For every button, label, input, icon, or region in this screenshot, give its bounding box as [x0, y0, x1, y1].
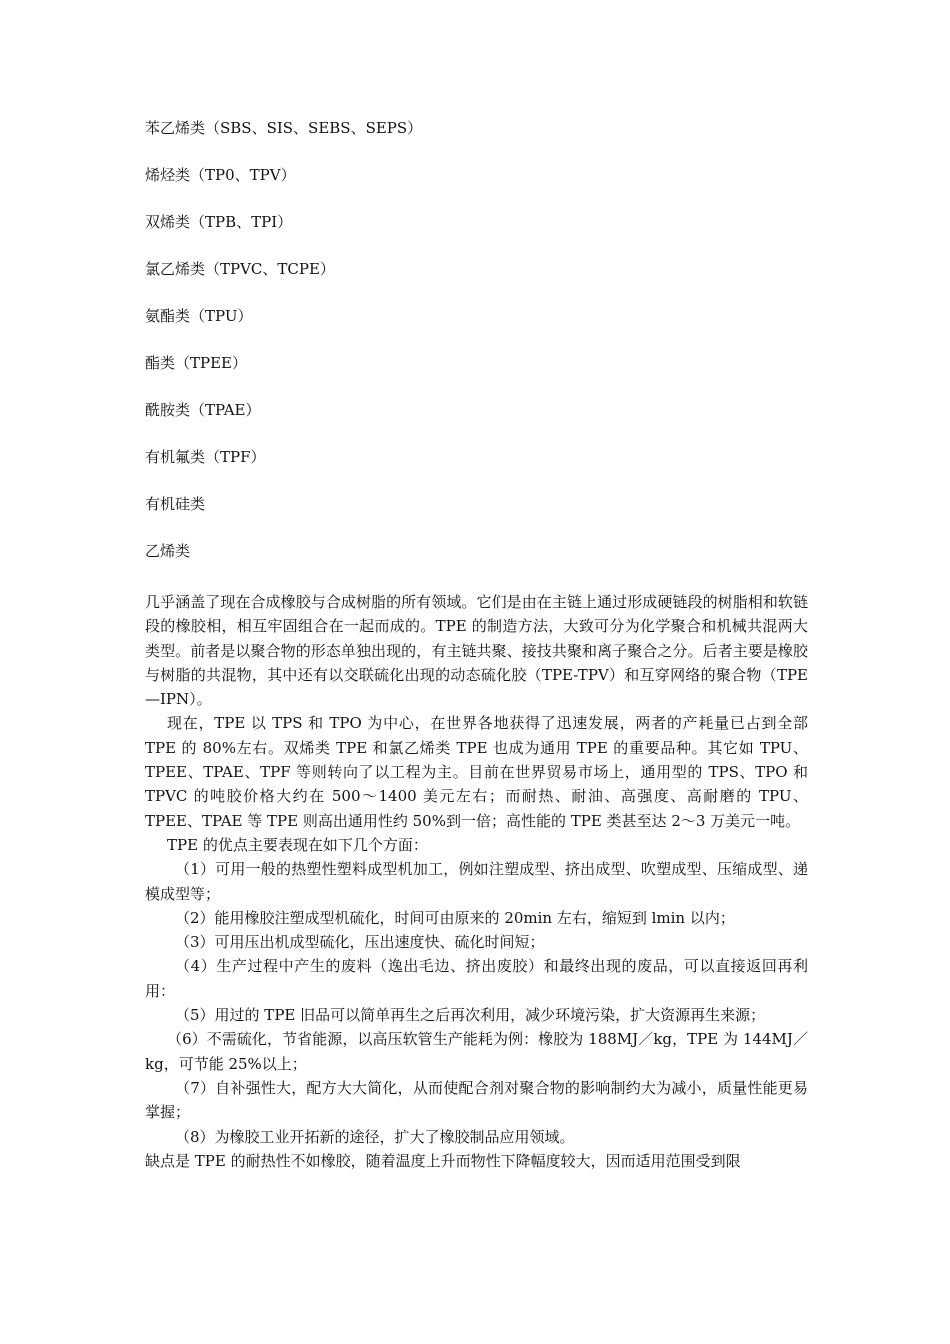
advantage-item-1: （1）可用一般的热塑性塑料成型机加工，例如注塑成型、挤出成型、吹塑成型、压缩成型、递模成型等；: [145, 860, 808, 903]
category-olefinic: 烯烃类（TP0、TPV）: [145, 166, 296, 184]
body-text: [145, 590, 808, 1173]
category-urethane: 氨酯类（TPU）: [145, 307, 253, 325]
advantage-item-7: （7）自补强性大，配方大大简化，从而使配合剂对聚合物的影响制约大为减小，质量性能更易掌握；: [145, 1078, 808, 1122]
advantage-item-5: （5）用过的 TPE 旧品可以简单再生之后再次利用，减少环境污染，扩大资源再生来源；: [175, 1006, 766, 1025]
paragraph-disadvantages: 缺点是 TPE 的耐热性不如橡胶，随着温度上升而物性下降幅度较大，因而适用范围受到限: [145, 1151, 741, 1170]
advantage-item-6: （6）不需硫化，节省能源，以高压软管生产能耗为例：橡胶为 188MJ／kg，TPE 为 144MJ／kg，可节能 25%以上；: [145, 1030, 808, 1073]
advantage-item-3: （3）可用压出机成型硫化，压出速度快、硫化时间短；: [175, 933, 545, 952]
paragraph-advantages-intro: TPE 的优点主要表现在如下几个方面：: [167, 835, 428, 854]
category-list: [145, 116, 815, 586]
category-diene: 双烯类（TPB、TPI）: [145, 213, 293, 231]
category-ethylene: 乙烯类: [145, 542, 191, 560]
advantage-item-8: （8）为橡胶工业开拓新的途径，扩大了橡胶制品应用领域。: [175, 1127, 575, 1146]
advantage-item-4: （4）生产过程中产生的废料（逸出毛边、挤出废胶）和最终出现的废品，可以直接返回再利用：: [145, 957, 808, 1000]
category-amide: 酰胺类（TPAE）: [145, 401, 261, 419]
category-styrenic: 苯乙烯类（SBS、SIS、SEBS、SEPS）: [145, 119, 423, 137]
category-silicone: 有机硅类: [145, 495, 206, 513]
paragraph-market: 现在，TPE 以 TPS 和 TPO 为中心，在世界各地获得了迅速发展，两者的产耗量已占到全部 TPE 的 80%左右。双烯类 TPE 和氯乙烯类 TPE 也成为通用 TPE 的重要品种。其它如 TPU、TPEE、TPAE、TPF 等则转向了以工程为主。目前在世界贸易市场上，通用型的 TPS、TPO 和 TPVC 的吨胶价格大约在 500～1400 美元左右；而耐热、耐油、高强度、高耐磨的 TPU、TPEE、TPAE 等 TPE 则高出通用性约 50%到一倍；高性能的 TPE 类甚至达 2～3 万美元一吨。: [145, 714, 808, 830]
category-fluoro: 有机氟类（TPF）: [145, 448, 266, 466]
category-vinyl-chloride: 氯乙烯类（TPVC、TCPE）: [145, 260, 335, 278]
paragraph-coverage: 几乎涵盖了现在合成橡胶与合成树脂的所有领域。它们是由在主链上通过形成硬链段的树脂相和软链段的橡胶相，相互牢固组合在一起而成的。TPE 的制造方法，大致可分为化学聚合和机械共混两大类型。前者是以聚合物的形态单独出现的，有主链共聚、接技共聚和离子聚合之分。后者主要是橡胶与树脂的共混物，其中还有以交联硫化出现的动态硫化胶（TPE-TPV）和互穿网络的聚合物（TPE—IPN）。: [145, 593, 808, 709]
advantage-item-2: （2）能用橡胶注塑成型机硫化，时间可由原来的 20min 左右，缩短到 lmin 以内；: [175, 908, 735, 927]
category-ester: 酯类（TPEE）: [145, 354, 247, 372]
